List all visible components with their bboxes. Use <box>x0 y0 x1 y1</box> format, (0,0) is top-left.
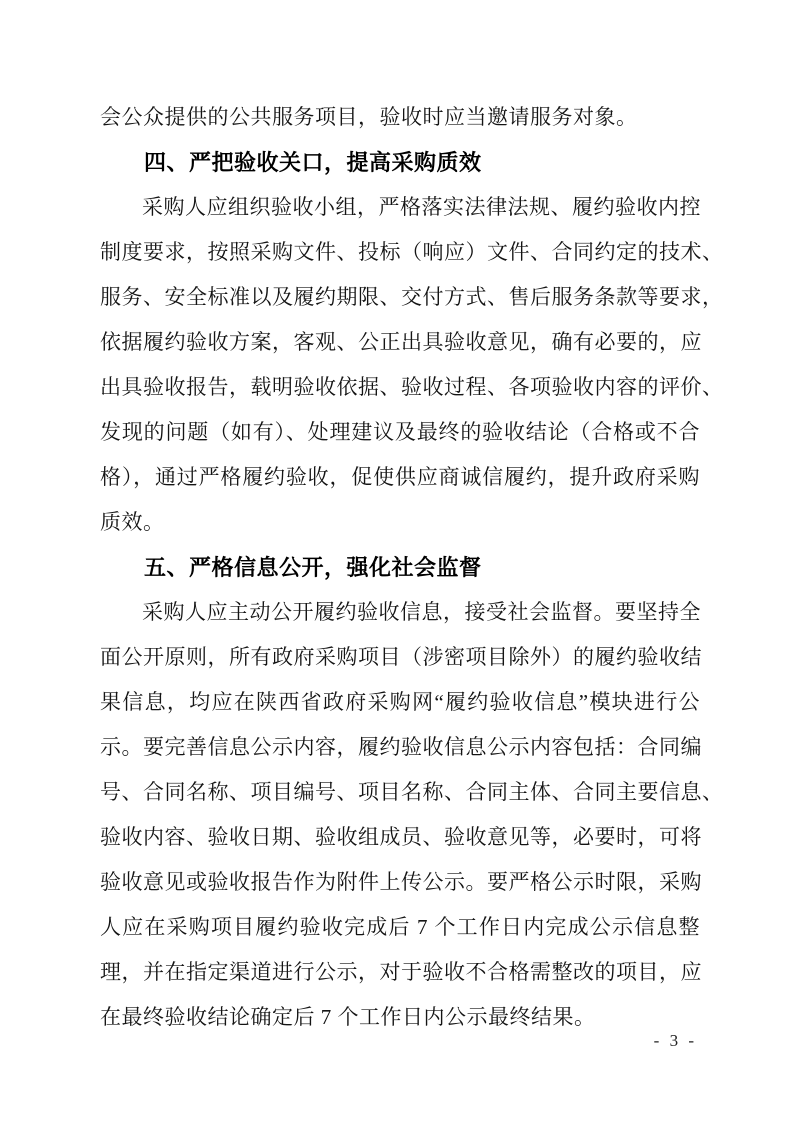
paragraph-line: 理，并在指定渠道进行公示，对于验收不合格需整改的项目，应 <box>100 960 702 984</box>
paragraph-line: 采购人应组织验收小组，严格落实法律法规、履约验收内控 <box>142 195 701 219</box>
paragraph-line: 格），通过严格履约验收，促使供应商诚信履约，提升政府采购 <box>100 465 700 489</box>
paragraph-line: 验收意见或验收报告作为附件上传公示。要严格公示时限，采购 <box>100 870 702 894</box>
paragraph-line: 采购人应主动公开履约验收信息，接受社会监督。要坚持全 <box>142 600 701 624</box>
page-number: - 3 - <box>653 1031 697 1050</box>
paragraph-line: 服务、安全标准以及履约期限、交付方式、售后服务条款等要求， <box>100 285 724 309</box>
paragraph-line: 质效。 <box>100 510 165 534</box>
paragraph-line: 制度要求，按照采购文件、投标（响应）文件、合同约定的技术、 <box>100 240 724 264</box>
paragraph-line: 号、合同名称、项目编号、项目名称、合同主体、合同主要信息、 <box>100 780 724 804</box>
paragraph-line: 出具验收报告，载明验收依据、验收过程、各项验收内容的评价、 <box>100 375 724 399</box>
paragraph-line: 会公众提供的公共服务项目，验收时应当邀请服务对象。 <box>100 105 638 129</box>
paragraph-line: 果信息，均应在陕西省政府采购网“履约验收信息”模块进行公 <box>100 690 700 714</box>
paragraph-line: 示。要完善信息公示内容，履约验收信息公示内容包括：合同编 <box>100 735 702 759</box>
document-content <box>100 95 724 1040</box>
section-5-heading: 五、严格信息公开，强化社会监督 <box>144 555 482 580</box>
paragraph-line: 面公开原则，所有政府采购项目（涉密项目除外）的履约验收结 <box>100 645 702 669</box>
paragraph-line: 依据履约验收方案，客观、公正出具验收意见，确有必要的，应 <box>100 330 702 354</box>
paragraph-line: 在最终验收结论确定后 7 个工作日内公示最终结果。 <box>100 1005 596 1029</box>
paragraph-line: 发现的问题（如有）、处理建议及最终的验收结论（合格或不合 <box>100 420 700 444</box>
paragraph-line: 人应在采购项目履约验收完成后 7 个工作日内完成公示信息整 <box>100 915 700 939</box>
section-4-heading: 四、严把验收关口，提高采购质效 <box>144 150 482 175</box>
paragraph-line: 验收内容、验收日期、验收组成员、验收意见等，必要时，可将 <box>100 825 702 849</box>
